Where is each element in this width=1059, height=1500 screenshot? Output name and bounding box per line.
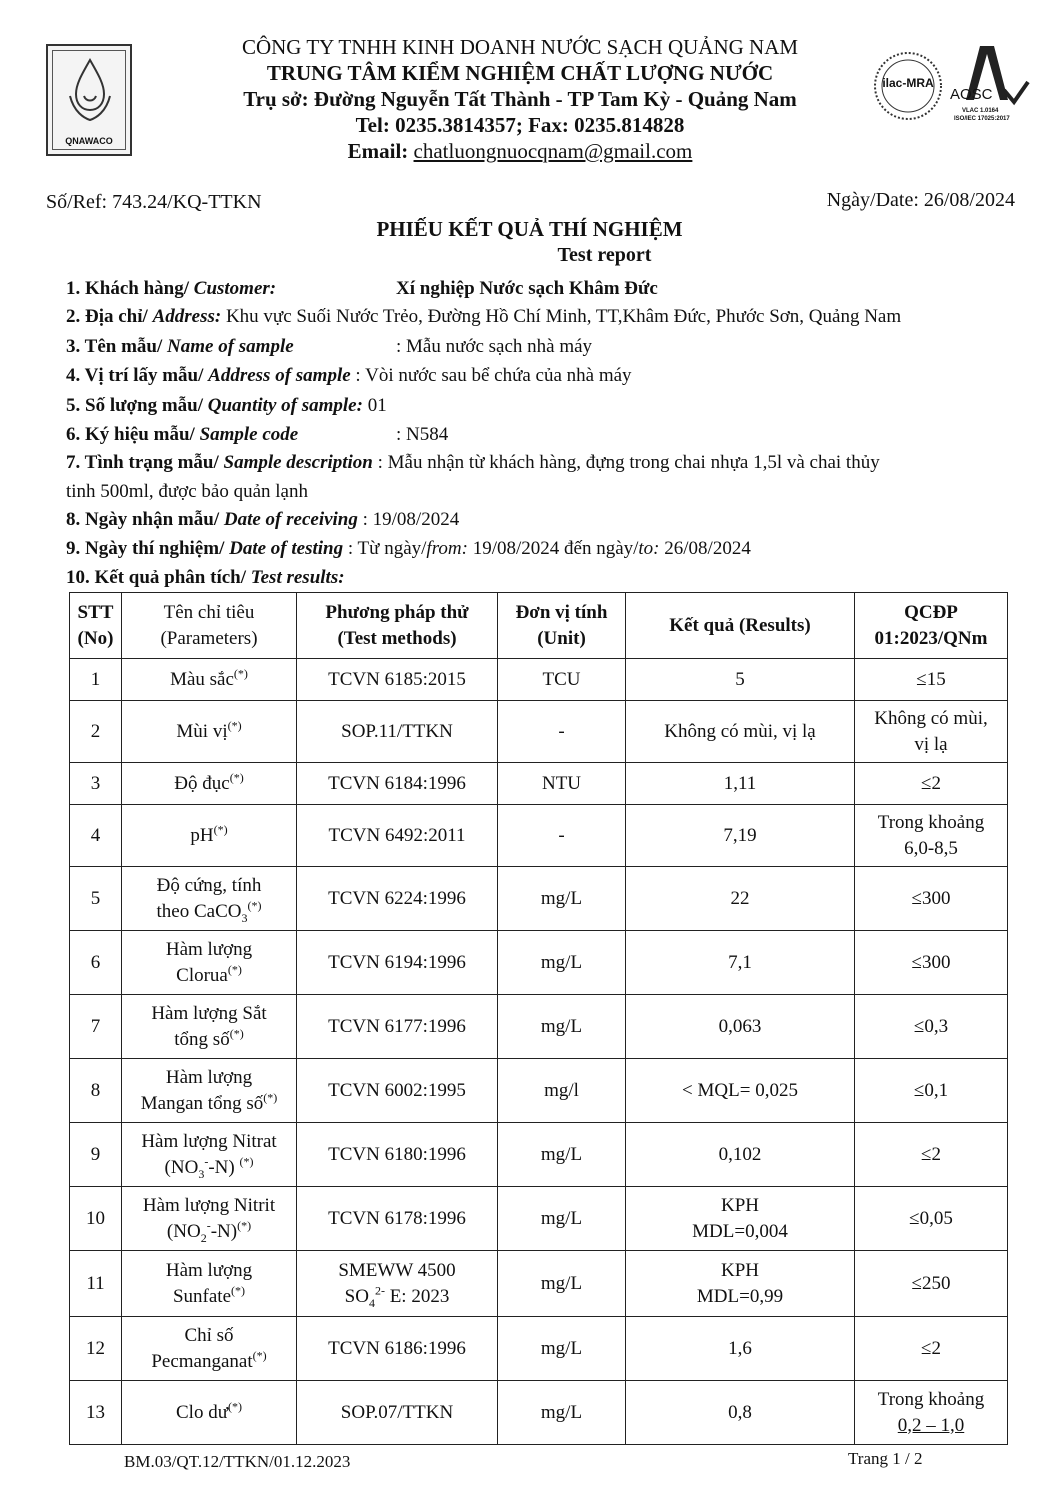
logo-text: QNAWACO [65, 136, 113, 146]
email-label: Email: [347, 139, 414, 163]
info-customer: 1. Khách hàng/ Customer: Xí nghiệp Nước sạch Khâm Đức [66, 278, 658, 299]
header-methods: Phương pháp thử (Test methods) [297, 593, 498, 659]
water-drop-icon [62, 56, 118, 126]
table-row: 6 Hàm lượng Clorua(*) TCVN 6194:1996 mg/L 7,1 ≤300 [70, 931, 1008, 995]
table-row: 4 pH(*) TCVN 6492:2011 - 7,19 Trong khoảng 6,0-8,5 [70, 805, 1008, 867]
table-row: 5 Độ cứng, tính theo CaCO$_3$(*) TCVN 6224:1996 mg/L 22 ≤300 [70, 867, 1008, 931]
customer-value: Xí nghiệp Nước sạch Khâm Đức [396, 278, 658, 299]
iso-standard: ISO/IEC 17025:2017 [954, 116, 1010, 122]
info-sample-location: 4. Vị trí lấy mẫu/ Address of sample : Vòi nước sau bể chứa của nhà máy [66, 365, 632, 386]
table-row: 13 Clo dư(*) SOP.07/TTKN mg/L 0,8 Trong khoảng 0,2 – 1,0 [70, 1381, 1008, 1445]
company-address: Trụ sở: Đường Nguyễn Tất Thành - TP Tam Kỳ - Quảng Nam [243, 87, 797, 111]
report-date: Ngày/Date: 26/08/2024 [826, 189, 1015, 211]
page-number: Trang 1 / 2 [848, 1449, 923, 1468]
company-name: CÔNG TY TNHH KINH DOANH NƯỚC SẠCH QUẢNG NAM [241, 35, 799, 59]
results-table [69, 592, 1008, 1445]
header-unit: Đơn vị tính (Unit) [498, 593, 626, 659]
table-row: 8 Hàm lượng Mangan tổng số(*) TCVN 6002:1995 mg/l < MQL= 0,025 ≤0,1 [70, 1059, 1008, 1123]
info-sample-code: 6. Ký hiệu mẫu/ Sample code : N584 [66, 424, 449, 445]
sample-code-value: : N584 [396, 424, 449, 445]
info-test-results-label: 10. Kết quả phân tích/ Test results: [66, 567, 345, 588]
table-row: 9 Hàm lượng Nitrat $(NO_3^--N)$ (*) TCVN 6180:1996 mg/L 0,102 ≤2 [70, 1123, 1008, 1187]
table-row: 1 Màu sắc(*) TCVN 6185:2015 TCU 5 ≤15 [70, 659, 1008, 701]
table-row: 3 Độ đục(*) TCVN 6184:1996 NTU 1,11 ≤2 [70, 763, 1008, 805]
table-row: 11 Hàm lượng Sunfate(*) SMEWW 4500 $SO_4^{2-}$ E: 2023 mg/L KPH MDL=0,99 ≤250 [70, 1251, 1008, 1317]
info-testing-date: 9. Ngày thí nghiệm/ Date of testing : Từ ngày/from: 19/08/2024 đến ngày/to: 26/08/2024 [66, 538, 751, 559]
info-quantity: 5. Số lượng mẫu/ Quantity of sample: 01 [66, 395, 387, 416]
header-parameters: Tên chỉ tiêu (Parameters) [122, 593, 297, 659]
company-phone: Tel: 0235.3814357; Fax: 0235.814828 [355, 113, 685, 137]
info-address: 2. Địa chỉ/ Address: Khu vực Suối Nước Trẻo, Đường Hồ Chí Minh, TT,Khâm Đức, Phước Sơn, Quảng Nam [66, 306, 902, 327]
receiving-date-value: : 19/08/2024 [357, 509, 460, 530]
report-subtitle: Test report [557, 244, 652, 266]
quantity-value: 01 [362, 395, 387, 416]
table-header-row [70, 593, 1008, 659]
header-results: Kết quả (Results) [626, 593, 855, 659]
reference-number: Số/Ref: 743.24/KQ-TTKN [46, 191, 262, 213]
sample-name-value: : Mẫu nước sạch nhà máy [396, 336, 593, 357]
info-sample-description: 7. Tình trạng mẫu/ Sample description : Mẫu nhận từ khách hàng, đựng trong chai nhựa 1,5l và chai thủy [66, 452, 880, 473]
company-email [150, 138, 890, 164]
header-no: STT (No) [70, 593, 122, 659]
table-row: 7 Hàm lượng Sắt tổng số(*) TCVN 6177:1996 mg/L 0,063 ≤0,3 [70, 995, 1008, 1059]
center-name: TRUNG TÂM KIỂM NGHIỆM CHẤT LƯỢNG NƯỚC [266, 61, 774, 85]
aosc-name: AOSC [950, 86, 993, 103]
address-value: Khu vực Suối Nước Trẻo, Đường Hồ Chí Minh, TT,Khâm Đức, Phước Sơn, Quảng Nam [221, 306, 902, 327]
info-sample-name: 3. Tên mẫu/ Name of sample : Mẫu nước sạch nhà máy [66, 336, 593, 357]
info-receiving-date: 8. Ngày nhận mẫu/ Date of receiving : 19/08/2024 [66, 509, 460, 530]
table-row: 10 Hàm lượng Nitrit $(NO_2^--N)^{(*)}$ TCVN 6178:1996 mg/L KPH MDL=0,004 ≤0,05 [70, 1187, 1008, 1251]
form-code: BM.03/QT.12/TTKN/01.12.2023 [124, 1452, 351, 1471]
vlac-code: VLAC 1.0164 [962, 108, 999, 114]
table-row: 2 Mùi vị(*) SOP.11/TTKN - Không có mùi, vị lạ Không có mùi, vị lạ [70, 701, 1008, 763]
company-logo [46, 44, 132, 156]
table-row: 12 Chỉ số Pecmanganat(*) TCVN 6186:1996 mg/L 1,6 ≤2 [70, 1317, 1008, 1381]
report-title: PHIẾU KẾT QUẢ THÍ NGHIỆM [376, 217, 683, 241]
ilac-label: ilac-MRA [882, 76, 934, 90]
header-standard: QCĐP 01:2023/QNm [855, 593, 1008, 659]
info-sample-description-cont: tinh 500ml, được bảo quản lạnh [66, 481, 308, 502]
letterhead [150, 34, 890, 164]
sample-location-value: : Vòi nước sau bể chứa của nhà máy [350, 365, 632, 386]
sample-description-value: : Mẫu nhận từ khách hàng, đựng trong chai nhựa 1,5l và chai thủy [372, 452, 880, 473]
email-link[interactable]: chatluongnuocqnam@gmail.com [413, 139, 693, 163]
